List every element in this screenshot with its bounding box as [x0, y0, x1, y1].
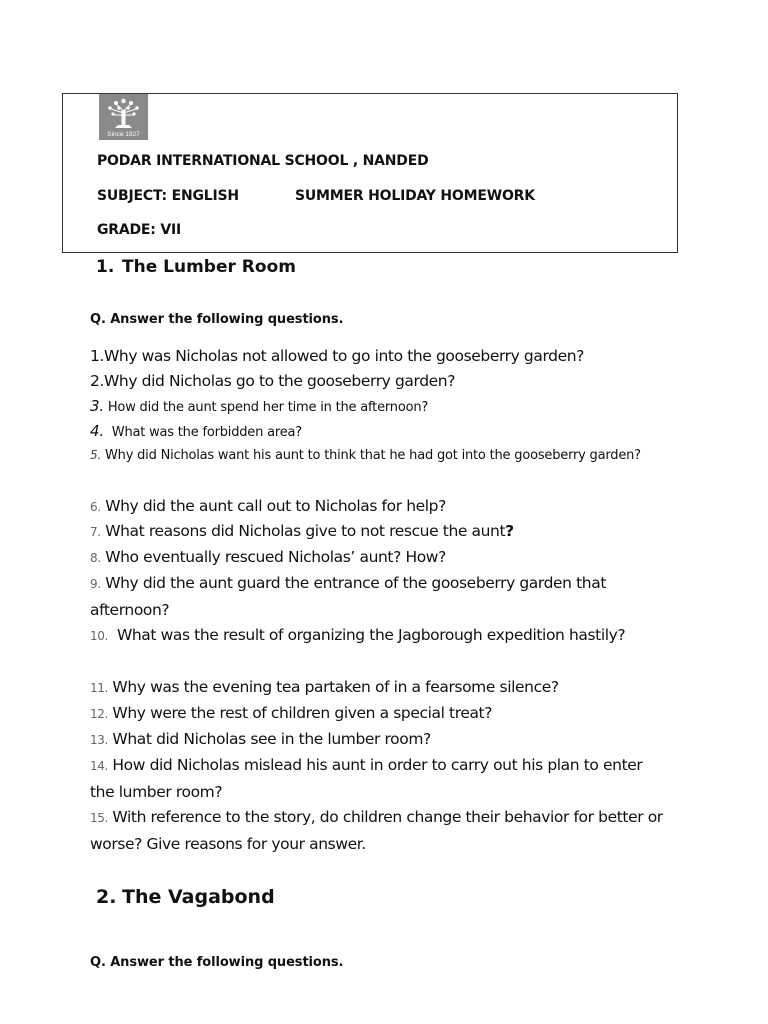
question-item: 10. What was the result of organizing the Jagborough expedition hastily?: [90, 626, 626, 644]
section-title: [96, 886, 275, 908]
section-number: 2.: [96, 886, 117, 908]
question-item: 1.Why was Nicholas not allowed to go into the gooseberry garden?: [90, 347, 584, 365]
school-header-box: [62, 93, 678, 253]
question-item: 5. Why did Nicholas want his aunt to think that he had got into the gooseberry garden?: [90, 448, 641, 463]
section-number: 1.: [96, 257, 115, 277]
question-item: 8. Who eventually rescued Nicholas’ aunt? How?: [90, 548, 446, 566]
question-item: 7. What reasons did Nicholas give to not rescue the aunt?: [90, 522, 514, 540]
grade-label: GRADE: VII: [97, 222, 182, 238]
school-name: PODAR INTERNATIONAL SCHOOL , NANDED: [97, 153, 429, 169]
homework-label: SUMMER HOLIDAY HOMEWORK: [295, 188, 535, 204]
question-item: 14. How did Nicholas mislead his aunt in order to carry out his plan to enter the lumber room?: [90, 756, 643, 801]
question-item: 13. What did Nicholas see in the lumber room?: [90, 730, 431, 748]
logo-caption: Since 1927: [107, 131, 140, 138]
question-item: 4. What was the forbidden area?: [90, 422, 302, 440]
section-title-text: The Vagabond: [122, 886, 275, 908]
question-item: 15. With reference to the story, do children change their behavior for better or worse? Give reasons for your answer.: [90, 808, 663, 853]
question-item: 3. How did the aunt spend her time in the afternoon?: [90, 397, 429, 415]
section-title: [96, 257, 296, 277]
question-item: 6. Why did the aunt call out to Nicholas for help?: [90, 497, 446, 515]
school-logo: [99, 94, 148, 140]
question-item: 12. Why were the rest of children given a special treat?: [90, 704, 493, 722]
section-title-text: The Lumber Room: [122, 257, 296, 277]
subject-label: SUBJECT: ENGLISH: [97, 188, 239, 204]
question-item: 9. Why did the aunt guard the entrance of the gooseberry garden that afternoon?: [90, 574, 607, 619]
section-instruction: Q. Answer the following questions.: [90, 312, 344, 327]
question-item: 2.Why did Nicholas go to the gooseberry garden?: [90, 372, 456, 390]
section-instruction: Q. Answer the following questions.: [90, 955, 344, 970]
question-item: 11. Why was the evening tea partaken of in a fearsome silence?: [90, 678, 559, 696]
